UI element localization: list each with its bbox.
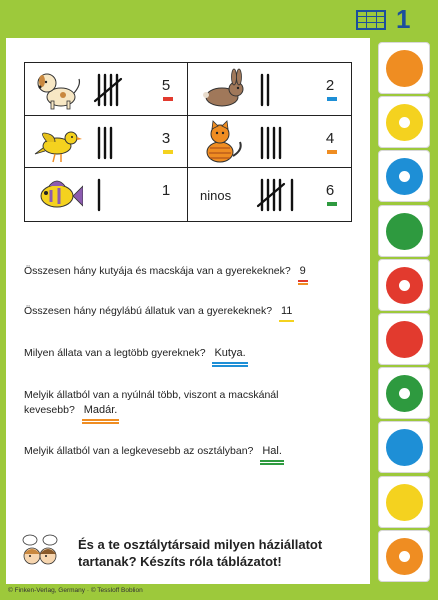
dot-circle (386, 104, 423, 141)
tally-count: 5 (161, 77, 171, 94)
children-icon (20, 534, 60, 572)
tally-marks (93, 124, 153, 162)
dot-circle (386, 484, 423, 521)
underline-stroke (298, 283, 308, 285)
dot-hole (399, 171, 410, 182)
tally-cell-dog (25, 63, 188, 116)
bird-icon (33, 120, 83, 164)
question-text-line1: Melyik állatból van a nyúlnál több, viszont a macskánál (24, 389, 279, 401)
worksheet (6, 38, 370, 584)
answer-text: Kutya. (214, 347, 246, 359)
dot-circle (386, 158, 423, 195)
color-dot (378, 150, 430, 202)
tally-cell-bird (25, 116, 188, 169)
count-color-bar (327, 202, 337, 206)
question-4 (24, 388, 354, 418)
answer-2 (281, 304, 292, 319)
underline-stroke (212, 365, 247, 367)
table-icon (356, 10, 386, 30)
count-color-bar (327, 150, 337, 154)
answer-3 (214, 346, 245, 361)
answer-text: 11 (281, 305, 293, 317)
rabbit-icon (196, 67, 246, 111)
answer-underline (298, 279, 308, 284)
dot-circle (386, 538, 423, 575)
tally-count: 3 (161, 129, 171, 147)
tally-marks (256, 176, 316, 214)
question-text: Milyen állata van a legtöbb gyereknek? (24, 347, 206, 359)
color-dot (378, 313, 430, 365)
underline-stroke (212, 362, 247, 364)
question-text: kevesebb? (24, 404, 75, 416)
answer-5 (262, 444, 282, 459)
dot-hole (399, 388, 410, 399)
color-dot (378, 367, 430, 419)
tally-table (24, 62, 352, 222)
answer-1 (300, 264, 306, 279)
color-dot (378, 476, 430, 528)
count-color-bar (163, 97, 173, 101)
tally-marks (93, 71, 153, 109)
question-2 (24, 304, 354, 319)
dot-circle (386, 429, 423, 466)
dot-circle (386, 375, 423, 412)
tally-count: 2 (325, 77, 335, 94)
tally-count: 4 (325, 129, 335, 147)
underline-stroke (260, 463, 284, 465)
dot-hole (399, 117, 410, 128)
answer-4 (84, 403, 118, 418)
color-dot (378, 421, 430, 473)
question-text: Melyik állatból van a legkevesebb az osztályban? (24, 445, 254, 457)
color-dot (378, 96, 430, 148)
none-label: ninos (200, 188, 232, 204)
color-dot (378, 530, 430, 582)
dot-circle (386, 50, 423, 87)
answer-underline (260, 459, 284, 464)
dog-icon (33, 67, 83, 111)
question-text: Összesen hány kutyája és macskája van a gyerekeknek? (24, 265, 291, 277)
underline-stroke (298, 280, 308, 282)
underline-stroke (82, 422, 120, 424)
footer-question: És a te osztálytársaid milyen háziállatot tartanak? Készíts róla táblázatot! (78, 537, 323, 569)
underline-stroke (260, 460, 284, 462)
cat-icon (196, 120, 246, 164)
tally-marks (256, 71, 316, 109)
tally-count: 1 (161, 182, 171, 200)
count-color-bar (163, 150, 173, 154)
tally-cell-cat (188, 116, 351, 169)
color-dot (378, 259, 430, 311)
dot-hole (399, 551, 410, 562)
answer-underline (82, 418, 120, 423)
underline-stroke (82, 419, 120, 421)
dot-circle (386, 213, 423, 250)
tally-marks (93, 176, 153, 214)
answer-underline (212, 361, 247, 366)
dot-circle (386, 321, 423, 358)
tally-cell-fish (25, 168, 188, 221)
question-text: Összesen hány négylábú állatuk van a gyerekeknek? (24, 305, 273, 317)
tally-marks (256, 124, 316, 162)
tally-cell-rabbit (188, 63, 351, 116)
fish-icon (33, 172, 83, 216)
question-5 (24, 444, 354, 459)
tally-count: 6 (325, 182, 335, 200)
answer-underline (279, 319, 294, 324)
answer-text: Madár. (83, 404, 118, 416)
answer-text: 9 (299, 265, 306, 277)
dot-circle (386, 267, 423, 304)
copyright-credit: © Finken-Verlag, Germany · © Tessloff Boblion (8, 587, 143, 594)
color-dot (378, 42, 430, 94)
question-3 (24, 346, 354, 361)
tally-cell-none (188, 168, 351, 221)
answer-text: Hal. (262, 445, 282, 457)
question-1 (24, 264, 354, 279)
dot-hole (399, 280, 410, 291)
count-color-bar (327, 97, 337, 101)
underline-stroke (279, 320, 294, 322)
color-dot (378, 205, 430, 257)
page-number: 1 (396, 4, 411, 34)
